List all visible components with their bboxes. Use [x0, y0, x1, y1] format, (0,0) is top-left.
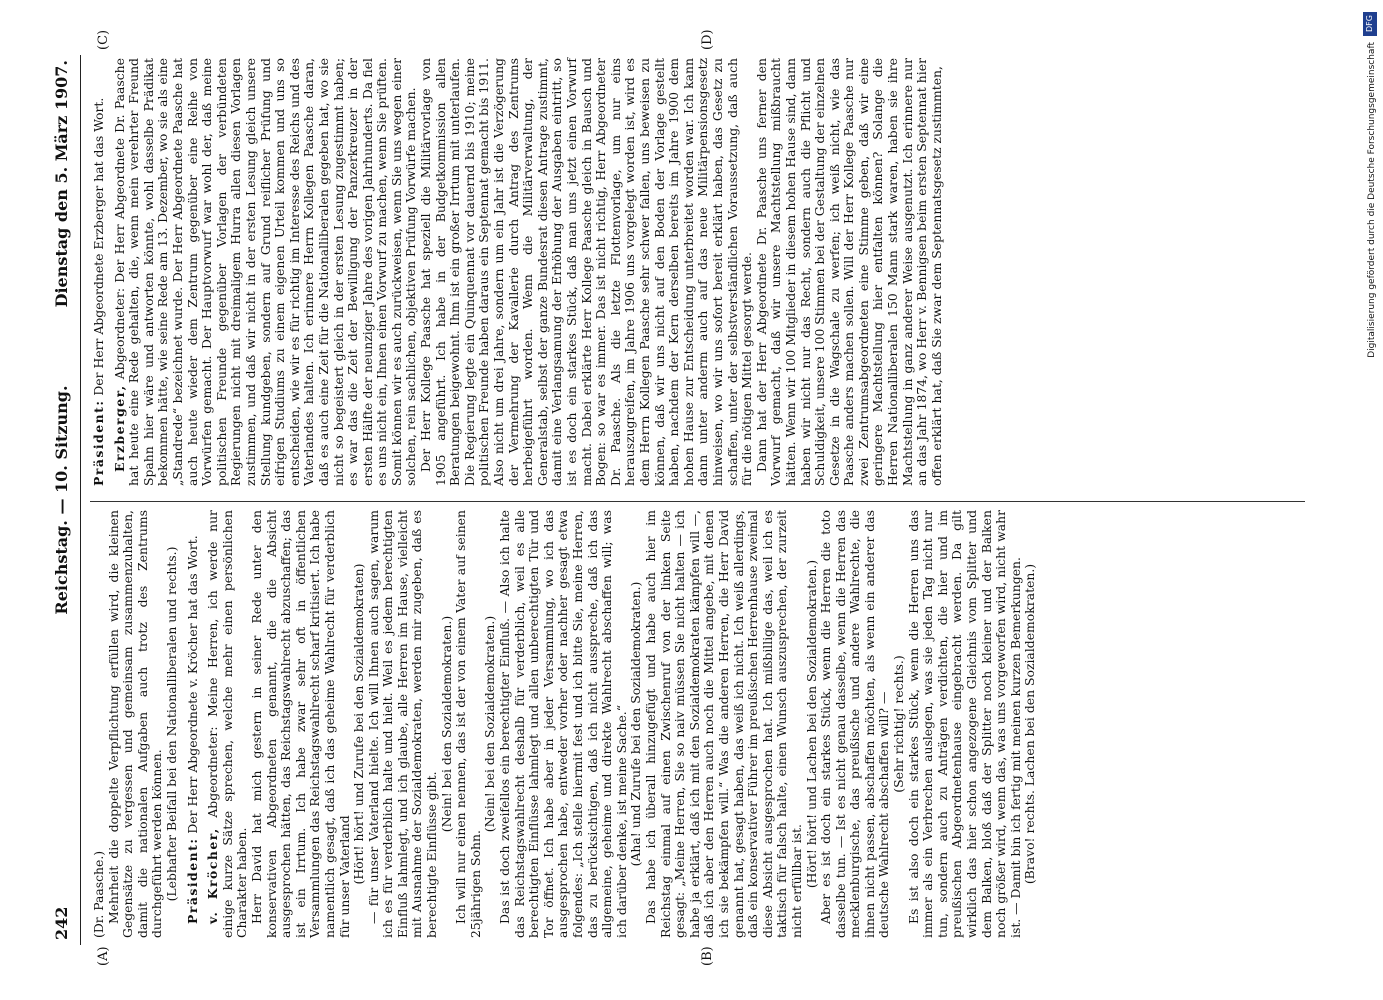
margin-marker-a: (A) — [96, 946, 111, 966]
paragraph — [186, 510, 201, 938]
funding-notice-text: Digitalisierung gefördert durch die Deutsche Forschungsgemeinschaft — [1367, 42, 1377, 358]
paragraph — [755, 58, 945, 486]
speaker-name: v. Kröcher, — [205, 827, 221, 924]
left-text-column — [92, 510, 1038, 938]
paragraph-text: Der Herr Kollege Paasche hat speziell die Militärvorlage von 1905 angeführt. Ich habe in der Budgetkommission allen Beratungen beigewohnt. Ihm ist ein großer Irrtum mit unterlaufen. Die Regierung legte ein Quinquennat vor dauernd bis 1910; meine politischen Freunde haben daraus ein Septennat gemacht bis 1911. Also nicht um drei Jahre, sondern um ein Jahr ist die Verzögerung der Vermehrung der Kavallerie durch Antrag des Zentrums herbeigeführt worden. Wenn die Militärverwaltung, der Generalstab, selbst der ganze Bundesrat diesen Antrage zustimmt, damit eine Verlangsamung der Erhöhung der Ausgaben eintritt, so ist es doch ein starkes Stück, daß man uns jetzt einen Vorwurf macht. Dabei erklärte Herr Kollege Paasche gleich in Bausch und Bogen: so war es immer. Das ist nicht richtig, Herr Abgeordneter Dr. Paasche. Als die letzte Flottenvorlage, um nur eins herauszugreifen, im Jahre 1906 uns vorgelegt worden ist, wird es dem Herrn Kollegen Paasche sehr schwer fallen, uns beweisen zu können, daß wir uns nicht auf den Boden der Vorlage gestellt haben, nachdem der Kern derselben bereits im Jahre 1900 dem hohen Hause zur Entscheidung unterbreitet worden war. Ich kann dann unter anderm auch auf das neue Militärpensionsgesetz hinweisen, wo wir uns sofort bereit erklärt haben, das Gesetz zu schaffen, unter der selbstverständlichen Voraussetzung, daß auch für die nötigen Mittel gesorgt werde. — [418, 58, 755, 486]
paragraph-text: (Aha! und Zurufe bei den Sozialdemokraten.) — [628, 581, 644, 867]
session-title: Reichstag. — 10. Sitzung. — [52, 385, 71, 615]
paragraph-text: (Dr. Paasche.) — [91, 850, 106, 938]
paragraph — [107, 510, 165, 938]
paragraph-text: Ich will nur einen nennen, das ist der von einem Vater auf seinen 25jährigen Sohn. — [453, 510, 483, 938]
paragraph — [250, 510, 352, 938]
paragraph-text: (Hört! hört! und Zurufe bei den Sozialdemokraten) — [351, 563, 367, 885]
paragraph — [819, 510, 892, 938]
paragraph-text: Dann hat der Herr Abgeordnete Dr. Paasche uns ferner den Vorwurf gemacht, daß wir unsere Machtstellung mißbraucht hätten. Wenn wir 100 Mitglieder in diesem hohen Hause sind, dann haben wir nicht nur das Recht, sondern auch die Pflicht und Schuldigkeit, unsere 100 Stimmen bei der Gestaltung der einzelnen Gesetze in die Wagschale zu werfen; ich weiß nicht, wie das Paasche anders machen sollen. Will der Herr Kollege Paasche nur zwei Zentrumsabgeordneten eine Stimme geben, daß wir eine geringere Machtstellung hier entfalten können? Solange die Herren Nationalliberalen 150 Mann stark waren, haben sie ihre Machtstellung in ganz anderer Weise ausgenutzt. Ich erinnere nur an das Jahr 1874, wo Herr v. Bennigsen beim ersten Septennat hier offen erklärt hat, daß Sie zwar dem Septennatsgesetz zustimmten, — [753, 58, 944, 486]
paragraph-text: Mehrheit die doppelte Verpflichtung erfüllen wird, die kleinen Gegensätze zu vergessen und gemeinsam zusammenzuhalten, damit die nationalen Aufgaben auch trotz des Zentrums durchgeführt werden können. — [105, 510, 165, 938]
paragraph-text: Abgeordneter: Der Herr Abgeordnete Dr. Paasche hat heute eine Rede gehalten, die, wenn mein verehrter Freund Spahn hier wäre und antworten könnte, wohl dasselbe Prädikat bekommen hätte, wie seine Rede am 13. Dezember, wo sie als eine „Standrede“ bezeichnet wurde. Der Herr Abgeordnete Paasche hat auch heute wieder dem Zentrum gegenüber eine Reihe von Vorwürfen gemacht. Der Hauptvorwurf war wohl der, daß meine politischen Freunde gegenüber Vorlagen der verbündeten Regierungen nicht mit dreimaligem Hurra allen diesen Vorlagen zustimmen, und daß wir nicht in der ersten Lesung gleich unsere Stellung kundgeben, sondern auf Grund reiflicher Prüfung und eifrigen Studiums zu einem eigenen Urteil kommen und uns so entscheiden, wie wir es für richtig im Interesse des Reichs und des Vaterlandes halten. Ich erinnere Herrn Kollegen Paasche daran, daß es auch eine Zeit für die Nationalliberalen gegeben hat, wo sie nicht so begeistert gleich in der ersten Lesung zugestimmt haben; es war das die Zeit der Bewilligung der Panzerkreuzer in der ersten Hälfte der neunziger Jahre des vorigen Jahrhunderts. Da fiel es uns nicht ein, Ihnen einen Vorwurf zu machen, wenn Sie prüften. Somit können wir es auch zurückweisen, wenn Sie uns wegen einer solchen, rein sachlichen, objektiven Prüfung Vorwürfe machen. — [111, 58, 419, 486]
page-header — [52, 60, 82, 940]
paragraph — [1023, 510, 1038, 938]
speaker-name: Präsident: — [184, 837, 200, 924]
speaker-name: Präsident: — [91, 399, 106, 486]
paragraph-text: Der Herr Abgeordnete v. Kröcher hat das Wort. — [184, 535, 200, 838]
paragraph — [419, 58, 755, 486]
dfg-logo: DFG — [1363, 12, 1377, 36]
paragraph — [206, 510, 250, 938]
paragraph-text: Herr David hat mich gestern in seiner Rede unter den konservativen Abgeordneten genannt, die die Absicht ausgesprochen hätten, das Reichstagswahlrecht abzuschaffen; das ist ein Irrtum. Ich habe zwar sehr oft in öffentlichen Versammlungen das Reichstagswahlrecht scharf kritisiert. Ich habe namentlich gesagt, daß ich das geheime Wahlrecht für verderblich für unser Vaterland — [248, 510, 352, 938]
session-date: Dienstag den 5. März 1907. — [52, 60, 71, 308]
paragraph-text: (Hört! hört! und Lachen bei den Sozialdemokraten.) — [803, 559, 819, 889]
paragraph — [92, 510, 107, 938]
paragraph — [892, 510, 907, 938]
speaker-name: Erzberger, — [111, 384, 127, 472]
digitization-notice — [1361, 12, 1377, 572]
paragraph-text: Aber es ist doch ein starkes Stück, wenn die Herren die toto dasselbe tun. — Ist es nicht genau dasselbe, wenn die Herren das mecklenburgische, das preußische und andere Wahlrechte, die ihnen nicht passen, abschaffen möchten, als wenn ein anderer das deutsche Wahlrecht abschaffen will? — — [818, 510, 892, 938]
paragraph-text: (Nein! bei den Sozialdemokraten.) — [482, 615, 498, 833]
paragraph — [352, 510, 367, 938]
margin-marker-d: (D) — [700, 29, 715, 50]
column-separator — [90, 501, 1305, 502]
paragraph — [165, 510, 180, 938]
paragraph — [805, 510, 820, 938]
paragraph — [644, 510, 805, 938]
header-rule — [80, 55, 81, 945]
paragraph — [629, 510, 644, 938]
paragraph — [113, 58, 419, 486]
paragraph-text: Abgeordneter: Meine Herren, ich werde nur einige kurze Sätze sprechen, welche mehr einen persönlichen Charakter haben. — [205, 510, 250, 938]
paragraph — [498, 510, 629, 938]
paragraph-text: (Nein! bei den Sozialdemokraten.) — [438, 615, 454, 833]
margin-marker-b: (B) — [700, 946, 715, 966]
paragraph — [483, 510, 498, 938]
paragraph-text: (Bravo! rechts. Lachen bei den Sozialdemokraten.) — [1022, 563, 1038, 885]
paragraph-text: (Sehr richtig! rechts.) — [891, 655, 907, 793]
right-text-column — [92, 58, 944, 486]
paragraph-text: Das habe ich überall hinzugefügt und habe auch hier im Reichstag einmal auf einen Zwischenruf von der linken Seite gesagt: „Meine Herren, Sie so naiv müssen Sie nicht halten — ich habe ja erklärt, daß ich mit den Sozialdemokraten kämpfen will —, daß ich aber den Herren auch noch die Mittel angebe, mit denen ich sie bekämpfen will.“ Was die anderen Herren, die Herr David genannt hat, gesagt haben, das weiß ich nicht. Ich weiß allerdings, daß ein konservativer Führer im preußischen Herrenhause zweimal diese Absicht ausgesprochen hat. Ich mißbillige das, weil ich es taktisch für falsch halte, einen Wunsch auszusprechen, der zurzeit nicht erfüllbar ist. — [642, 510, 804, 938]
paragraph — [92, 58, 107, 486]
paragraph-text: — für unser Vaterland hielte. Ich will Ihnen auch sagen, warum ich es für verderblich halte und hielt. Weil es jedem berechtigten Einfluß lahmlegt, und ich glaube, alle Herren im Hause, vielleicht mit Ausnahme der Sozialdemokraten, werden mir zugeben, daß es berechtigte Einflüsse gibt. — [365, 510, 440, 938]
paragraph — [907, 510, 1024, 938]
paragraph — [454, 510, 483, 938]
paragraph — [440, 510, 455, 938]
paragraph-text: Es ist also doch ein starkes Stück, wenn die Herren uns das immer als ein Verbrechen auslegen, was sie jeden Tag nicht nur tun, sondern auch zu Anträgen verdichten, die hier und im preußischen Abgeordnetenhause eingebracht werden. Da gilt wirklich das hier schon angezogene Gleichnis vom Splitter und dem Balken, bloß daß der Splitter noch kleiner und der Balken noch größer wird, wenn das, was uns vorgeworfen wird, nicht wahr ist. — Damit bin ich fertig mit meinen kurzen Bemerkungen. — [905, 510, 1023, 938]
page-number: 242 — [52, 906, 71, 940]
paragraph — [367, 510, 440, 938]
paragraph-text: Das ist doch zweifellos ein berechtigter Einfluß. — Also ich halte das Reichstagswahlrecht deshalb für verderblich, weil es alle berechtigten Einflüsse lahmlegt und allen unberechtigten Tür und Tor öffnet. Ich habe aber in jeder Versammlung, wo ich das ausgesprochen habe, entweder vorher oder nachher gesagt etwa folgendes: „Ich stelle hiermit fest und ich bitte Sie, meine Herren, das zu berücksichtigen, daß ich nicht ausspreche, daß ich das allgemeine, geheime und direkte Wahlrecht abschaffen will; was ich darüber denke, ist meine Sache.“ — [497, 510, 629, 938]
margin-marker-c: (C) — [96, 29, 111, 50]
paragraph-text: Der Herr Abgeordnete Erzberger hat das Wort. — [91, 97, 106, 400]
paragraph-text: (Lebhafter Beifall bei den Nationalliberalen und rechts.) — [163, 546, 179, 902]
